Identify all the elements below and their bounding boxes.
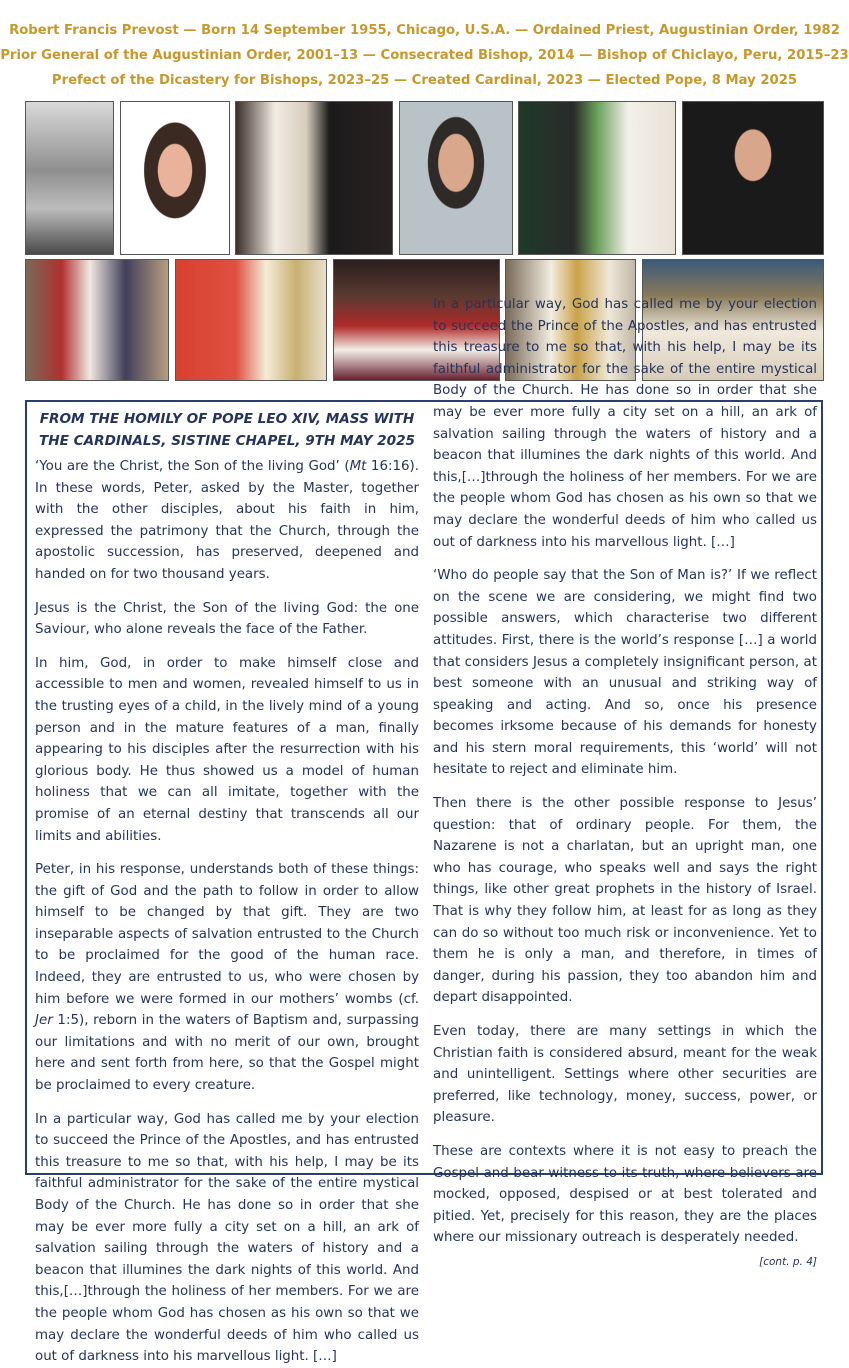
photo-with-pope-benedict [518, 101, 676, 255]
header-line-2: Prior General of the Augustinian Order, 2001–13 — Consecrated Bishop, 2014 — Bishop of Chiclayo, Peru, 2015–23 [0, 48, 849, 63]
paragraph: ‘Who do people say that the Son of Man is?’ If we reflect on the scene we are considering, we might find two possible answers, which characterise two different attitudes. First, there is the world’s response […] a world that considers Jesus a completely insignificant person, at best someone with an unusual and striking way of speaking and acting. And so, once his presence becomes irksome because of his demands for honesty and his stern moral requirements, this ‘world’ will not hesitate to reject and eliminate him. [433, 568, 817, 778]
paragraph: ‘You are the Christ, the Son of the living God’ (Mt 16:16). In these words, Peter, asked by the Master, together with the other disciples, about his faith in him, expressed the patrimony that the Church, through the apostolic succession, has preserved, deepened and handed on for two thousand years. [35, 459, 420, 582]
paragraph-continued: In a particular way, God has called me by your election to succeed the Prince of the Apostles, and has entrusted this treasure to me so that, with his help, I may be its faithful administrator for the sake of the entire mystical Body of the Church. He has done so in order that she may be ever more fully a city set on a hill, an ark of salvation sailing through the waters of history and a beacon that illumines the dark nights of this world. And this,[…]through the holiness of her members. For we are the people whom God has chosen as his own so that we may declare the wonderful deeds of him who called us out of darkness into his marvellous light. […] [433, 297, 817, 550]
article-column-right [433, 297, 817, 1274]
photo-peru-crowd [25, 259, 169, 381]
continued-note: [cont. p. 4] [759, 1255, 817, 1268]
paragraph: In him, God, in order to make himself close and accessible to men and women, revealed himself to us in the trusting eyes of a child, in the lively mind of a young person and in the mature features of a man, finally appearing to his disciples after the resurrection with his glorious body. He thus showed us a model of human holiness that we can all imitate, together with the promise of an eternal destiny that transcends all our limits and abilities. [35, 655, 419, 844]
paragraph: Jesus is the Christ, the Son of the living God: the one Saviour, who alone reveals the face of the Father. [35, 600, 419, 638]
header-timeline [0, 18, 849, 93]
photo-bishop-portrait [682, 101, 824, 255]
photo-young-portrait [120, 101, 230, 255]
paragraph: Peter, in his response, understands both of these things: the gift of God and the path to follow in order to allow himself to be changed by that gift. They are two inseparable aspects of salvation entrusted to the Church to be proclaimed for the good of the human race. Indeed, they are entrusted to us, who were chosen by him before we were formed in our mothers’ wombs (cf. Jer 1:5), reborn in the waters of Baptism and, surpassing our limitations and with no merit of our own, brought here and sent forth from here, so that the Gospel might be proclaimed to every creature. [35, 862, 419, 1094]
photo-with-pope-john-paul [235, 101, 393, 255]
homily-article [25, 297, 823, 1365]
article-column-left [35, 408, 420, 1365]
header-line-1: Robert Francis Prevost — Born 14 September 1955, Chicago, U.S.A. — Ordained Priest, Augustinian Order, 1982 [9, 23, 840, 38]
paragraph: Then there is the other possible response to Jesus’ question: that of ordinary people. For them, the Nazarene is not a charlatan, but an upright man, one who has courage, who speaks well and says the right things, like other great prophets in the history of Israel. That is why they follow him, at least for as long as they can do so without too much risk or inconvenience. Yet to them he is only a man, and therefore, in times of danger, during his passion, they too abandon him and depart disappointed. [433, 796, 817, 1006]
header-line-3: Prefect of the Dicastery for Bishops, 2023–25 — Created Cardinal, 2023 — Elected Pope, 8 May 2025 [51, 73, 798, 88]
photo-priest-portrait [399, 101, 513, 255]
paragraph: These are contexts where it is not easy to preach the Gospel and bear witness to its truth, where believers are mocked, opposed, despised or at best tolerated and pitied. Yet, precisely for this reason, they are the places where our missionary outreach is desperately needed. [cont. p. 4] [433, 1141, 817, 1249]
paragraph-split: In a particular way, God has called me by your election to succeed the Prince of the Apostles, and has entrusted this treasure to me so that, with his help, I may be its faithful administrator for the sake of the entire mystical Body of the Church. He has done so in order that she may be ever more fully a city set on a hill, an ark of salvation sailing through the waters of history and a beacon that illumines the dark nights of this world. And this,[…]through the holiness of her members. For we are the people whom God has chosen as his own so that we may declare the wonderful deeds of him who called us out of darkness into his marvellous light. […] [35, 1111, 419, 1365]
photo-childhood [25, 101, 114, 255]
photo-with-pope-francis [175, 259, 327, 381]
article-title: FROM THE HOMILY OF POPE LEO XIV, MASS WITH THE CARDINALS, SISTINE CHAPEL, 9TH MAY 2025 [38, 411, 415, 449]
paragraph: Even today, there are many settings in which the Christian faith is considered absurd, meant for the weak and unintelligent. Settings where other securities are preferred, like technology, money, success, power, or pleasure. [433, 1024, 817, 1126]
photo-row-top [25, 101, 824, 255]
